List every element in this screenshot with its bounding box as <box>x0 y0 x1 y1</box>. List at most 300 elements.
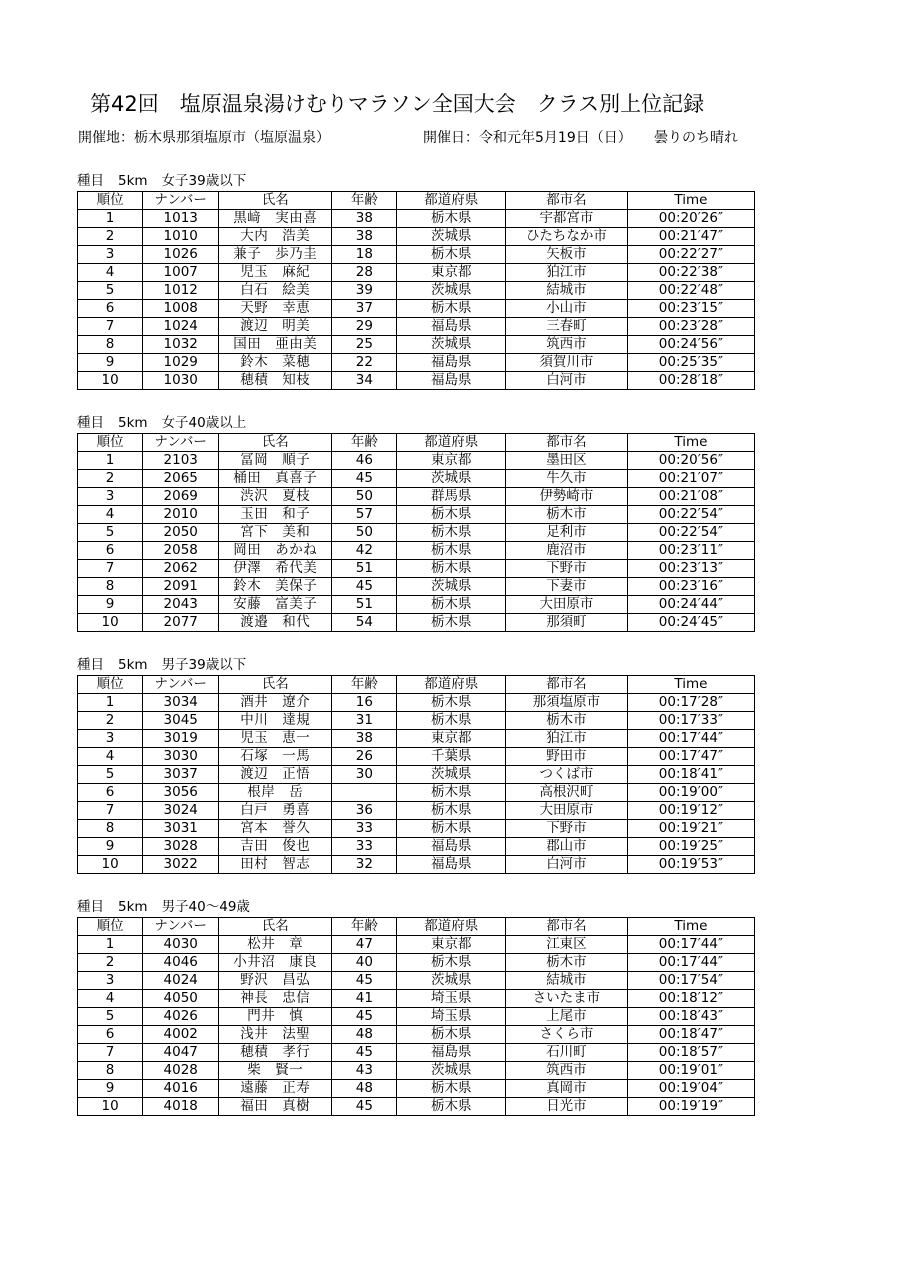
name-cell: 穂積 孝行 <box>219 1044 332 1062</box>
prefecture-cell: 福島県 <box>397 838 506 856</box>
prefecture-cell: 栃木県 <box>397 1098 506 1116</box>
time-cell: 00:17′44″ <box>627 954 754 972</box>
prefecture-cell: 福島県 <box>397 1044 506 1062</box>
prefecture-cell: 埼玉県 <box>397 990 506 1008</box>
name-cell: 福田 真樹 <box>219 1098 332 1116</box>
name-cell: 兼子 歩乃圭 <box>219 246 332 264</box>
time-cell: 00:28′18″ <box>627 372 754 390</box>
city-cell: 宇都宮市 <box>506 210 628 228</box>
prefecture-cell: 栃木県 <box>397 300 506 318</box>
result-section <box>77 413 755 632</box>
rank-cell: 9 <box>78 354 143 372</box>
time-cell: 00:19′12″ <box>627 802 754 820</box>
time-cell: 00:21′07″ <box>627 470 754 488</box>
name-cell: 松井 章 <box>219 936 332 954</box>
col-prefecture-header: 都道府県 <box>397 192 506 210</box>
section-category: 男子39歳以下 <box>161 657 247 673</box>
prefecture-cell: 埼玉県 <box>397 1008 506 1026</box>
section-title <box>77 655 755 675</box>
table-row <box>78 336 755 354</box>
table-header-row <box>78 676 755 694</box>
number-cell: 2077 <box>143 614 219 632</box>
age-cell: 28 <box>332 264 397 282</box>
section-distance: 5km <box>118 899 148 915</box>
prefecture-cell: 東京都 <box>397 264 506 282</box>
age-cell: 45 <box>332 1044 397 1062</box>
age-cell: 51 <box>332 596 397 614</box>
time-cell: 00:23′11″ <box>627 542 754 560</box>
city-cell: 大田原市 <box>506 802 628 820</box>
col-name-header: 氏名 <box>219 434 332 452</box>
prefecture-cell: 東京都 <box>397 452 506 470</box>
time-cell: 00:24′45″ <box>627 614 754 632</box>
prefecture-cell: 栃木県 <box>397 1026 506 1044</box>
name-cell: 国田 亜由美 <box>219 336 332 354</box>
age-cell: 33 <box>332 820 397 838</box>
section-label: 種目 <box>77 415 104 431</box>
time-cell: 00:22′54″ <box>627 506 754 524</box>
number-cell: 3056 <box>143 784 219 802</box>
col-prefecture-header: 都道府県 <box>397 676 506 694</box>
prefecture-cell: 栃木県 <box>397 596 506 614</box>
time-cell: 00:19′25″ <box>627 838 754 856</box>
time-cell: 00:23′15″ <box>627 300 754 318</box>
prefecture-cell: 栃木県 <box>397 210 506 228</box>
table-row <box>78 372 755 390</box>
rank-cell: 10 <box>78 614 143 632</box>
number-cell: 4028 <box>143 1062 219 1080</box>
rank-cell: 1 <box>78 452 143 470</box>
name-cell: 大内 浩美 <box>219 228 332 246</box>
section-title <box>77 171 755 191</box>
table-row <box>78 748 755 766</box>
age-cell: 34 <box>332 372 397 390</box>
city-cell: 郡山市 <box>506 838 628 856</box>
time-cell: 00:20′26″ <box>627 210 754 228</box>
section-distance: 5km <box>118 173 148 189</box>
age-cell: 37 <box>332 300 397 318</box>
time-cell: 00:21′47″ <box>627 228 754 246</box>
table-row <box>78 488 755 506</box>
rank-cell: 7 <box>78 318 143 336</box>
time-cell: 00:19′21″ <box>627 820 754 838</box>
table-row <box>78 264 755 282</box>
table-row <box>78 802 755 820</box>
rank-cell: 2 <box>78 954 143 972</box>
time-cell: 00:19′01″ <box>627 1062 754 1080</box>
col-name-header: 氏名 <box>219 918 332 936</box>
weather-text: 曇りのち晴れ <box>654 130 738 146</box>
prefecture-cell: 栃木県 <box>397 694 506 712</box>
time-cell: 00:23′16″ <box>627 578 754 596</box>
number-cell: 4018 <box>143 1098 219 1116</box>
prefecture-cell: 栃木県 <box>397 954 506 972</box>
col-number-header: ナンバー <box>143 918 219 936</box>
venue-text: 開催地：栃木県那須塩原市（塩原温泉） <box>78 130 330 146</box>
prefecture-cell: 栃木県 <box>397 712 506 730</box>
name-cell: 伊澤 希代美 <box>219 560 332 578</box>
age-cell: 50 <box>332 524 397 542</box>
col-age-header: 年齢 <box>332 676 397 694</box>
prefecture-cell: 茨城県 <box>397 578 506 596</box>
age-cell: 38 <box>332 730 397 748</box>
number-cell: 4002 <box>143 1026 219 1044</box>
rank-cell: 3 <box>78 730 143 748</box>
event-info <box>78 127 878 147</box>
name-cell: 石塚 一馬 <box>219 748 332 766</box>
rank-cell: 5 <box>78 1008 143 1026</box>
number-cell: 1012 <box>143 282 219 300</box>
city-cell: 墨田区 <box>506 452 628 470</box>
prefecture-cell: 栃木県 <box>397 542 506 560</box>
time-cell: 00:25′35″ <box>627 354 754 372</box>
number-cell: 2043 <box>143 596 219 614</box>
city-cell: 鹿沼市 <box>506 542 628 560</box>
section-distance: 5km <box>118 415 148 431</box>
number-cell: 2010 <box>143 506 219 524</box>
name-cell: 岡田 あかね <box>219 542 332 560</box>
age-cell: 30 <box>332 766 397 784</box>
prefecture-cell: 茨城県 <box>397 766 506 784</box>
prefecture-cell: 栃木県 <box>397 784 506 802</box>
prefecture-cell: 福島県 <box>397 856 506 874</box>
city-cell: 足利市 <box>506 524 628 542</box>
number-cell: 4026 <box>143 1008 219 1026</box>
number-cell: 3028 <box>143 838 219 856</box>
city-cell: 江東区 <box>506 936 628 954</box>
number-cell: 4050 <box>143 990 219 1008</box>
age-cell: 57 <box>332 506 397 524</box>
prefecture-cell: 栃木県 <box>397 246 506 264</box>
table-row <box>78 1080 755 1098</box>
number-cell: 3045 <box>143 712 219 730</box>
time-cell: 00:24′44″ <box>627 596 754 614</box>
col-city-header: 都市名 <box>506 192 628 210</box>
prefecture-cell: 茨城県 <box>397 1062 506 1080</box>
city-cell: 狛江市 <box>506 264 628 282</box>
city-cell: 栃木市 <box>506 712 628 730</box>
city-cell: 大田原市 <box>506 596 628 614</box>
prefecture-cell: 栃木県 <box>397 524 506 542</box>
rank-cell: 2 <box>78 470 143 488</box>
time-cell: 00:22′54″ <box>627 524 754 542</box>
section-category: 女子40歳以上 <box>161 415 247 431</box>
number-cell: 2062 <box>143 560 219 578</box>
time-cell: 00:18′12″ <box>627 990 754 1008</box>
section-distance: 5km <box>118 657 148 673</box>
time-cell: 00:19′19″ <box>627 1098 754 1116</box>
age-cell: 46 <box>332 452 397 470</box>
name-cell: 浅井 法聖 <box>219 1026 332 1044</box>
col-rank-header: 順位 <box>78 434 143 452</box>
city-cell: 日光市 <box>506 1098 628 1116</box>
table-row <box>78 712 755 730</box>
time-cell: 00:18′41″ <box>627 766 754 784</box>
prefecture-cell: 福島県 <box>397 354 506 372</box>
city-cell: 筑西市 <box>506 1062 628 1080</box>
number-cell: 1007 <box>143 264 219 282</box>
table-row <box>78 766 755 784</box>
number-cell: 2050 <box>143 524 219 542</box>
number-cell: 2058 <box>143 542 219 560</box>
age-cell: 26 <box>332 748 397 766</box>
city-cell: 栃木市 <box>506 954 628 972</box>
city-cell: 牛久市 <box>506 470 628 488</box>
city-cell: 高根沢町 <box>506 784 628 802</box>
rank-cell: 7 <box>78 802 143 820</box>
table-row <box>78 856 755 874</box>
col-age-header: 年齢 <box>332 434 397 452</box>
city-cell: 白河市 <box>506 856 628 874</box>
rank-cell: 10 <box>78 856 143 874</box>
table-row <box>78 954 755 972</box>
name-cell: 児玉 麻紀 <box>219 264 332 282</box>
name-cell: 中川 達規 <box>219 712 332 730</box>
number-cell: 3019 <box>143 730 219 748</box>
number-cell: 1008 <box>143 300 219 318</box>
table-row <box>78 506 755 524</box>
rank-cell: 3 <box>78 488 143 506</box>
age-cell: 25 <box>332 336 397 354</box>
number-cell: 3022 <box>143 856 219 874</box>
prefecture-cell: 茨城県 <box>397 470 506 488</box>
name-cell: 渡辺 正悟 <box>219 766 332 784</box>
table-row <box>78 560 755 578</box>
prefecture-cell: 群馬県 <box>397 488 506 506</box>
age-cell: 45 <box>332 578 397 596</box>
age-cell: 43 <box>332 1062 397 1080</box>
table-row <box>78 1044 755 1062</box>
name-cell: 神長 忠信 <box>219 990 332 1008</box>
name-cell: 渡邉 和代 <box>219 614 332 632</box>
number-cell: 2103 <box>143 452 219 470</box>
table-row <box>78 1026 755 1044</box>
rank-cell: 5 <box>78 282 143 300</box>
col-city-header: 都市名 <box>506 434 628 452</box>
name-cell: 根岸 岳 <box>219 784 332 802</box>
age-cell: 18 <box>332 246 397 264</box>
section-label: 種目 <box>77 173 104 189</box>
result-section <box>77 655 755 874</box>
city-cell: 三春町 <box>506 318 628 336</box>
table-row <box>78 300 755 318</box>
prefecture-cell: 東京都 <box>397 936 506 954</box>
table-row <box>78 354 755 372</box>
col-city-header: 都市名 <box>506 676 628 694</box>
rank-cell: 7 <box>78 560 143 578</box>
col-name-header: 氏名 <box>219 676 332 694</box>
page-title: 第42回 塩原温泉湯けむりマラソン全国大会 クラス別上位記録 <box>90 92 705 116</box>
table-header-row <box>78 918 755 936</box>
time-cell: 00:18′47″ <box>627 1026 754 1044</box>
rank-cell: 9 <box>78 596 143 614</box>
prefecture-cell: 茨城県 <box>397 228 506 246</box>
rank-cell: 3 <box>78 972 143 990</box>
results-table <box>77 917 755 1116</box>
table-row <box>78 694 755 712</box>
number-cell: 1029 <box>143 354 219 372</box>
rank-cell: 4 <box>78 506 143 524</box>
city-cell: 那須塩原市 <box>506 694 628 712</box>
city-cell: 矢板市 <box>506 246 628 264</box>
age-cell: 45 <box>332 1098 397 1116</box>
rank-cell: 1 <box>78 694 143 712</box>
time-cell: 00:18′43″ <box>627 1008 754 1026</box>
col-number-header: ナンバー <box>143 192 219 210</box>
time-cell: 00:17′28″ <box>627 694 754 712</box>
rank-cell: 6 <box>78 1026 143 1044</box>
col-prefecture-header: 都道府県 <box>397 918 506 936</box>
number-cell: 4024 <box>143 972 219 990</box>
city-cell: 狛江市 <box>506 730 628 748</box>
col-time-header: Time <box>627 676 754 694</box>
col-city-header: 都市名 <box>506 918 628 936</box>
table-row <box>78 784 755 802</box>
prefecture-cell: 茨城県 <box>397 972 506 990</box>
age-cell: 38 <box>332 228 397 246</box>
city-cell: 上尾市 <box>506 1008 628 1026</box>
table-row <box>78 1062 755 1080</box>
age-cell: 47 <box>332 936 397 954</box>
age-cell: 48 <box>332 1026 397 1044</box>
age-cell: 45 <box>332 470 397 488</box>
results-table <box>77 675 755 874</box>
age-cell: 29 <box>332 318 397 336</box>
name-cell: 黒﨑 実由喜 <box>219 210 332 228</box>
rank-cell: 6 <box>78 542 143 560</box>
time-cell: 00:22′48″ <box>627 282 754 300</box>
number-cell: 4047 <box>143 1044 219 1062</box>
prefecture-cell: 茨城県 <box>397 336 506 354</box>
rank-cell: 2 <box>78 228 143 246</box>
name-cell: 穂積 知枝 <box>219 372 332 390</box>
col-rank-header: 順位 <box>78 676 143 694</box>
age-cell: 16 <box>332 694 397 712</box>
city-cell: 栃木市 <box>506 506 628 524</box>
table-row <box>78 1008 755 1026</box>
rank-cell: 8 <box>78 820 143 838</box>
table-row <box>78 838 755 856</box>
number-cell: 4046 <box>143 954 219 972</box>
rank-cell: 5 <box>78 766 143 784</box>
col-number-header: ナンバー <box>143 676 219 694</box>
city-cell: 石川町 <box>506 1044 628 1062</box>
city-cell: 伊勢崎市 <box>506 488 628 506</box>
prefecture-cell: 栃木県 <box>397 614 506 632</box>
prefecture-cell: 茨城県 <box>397 282 506 300</box>
section-category: 女子39歳以下 <box>161 173 247 189</box>
age-cell: 36 <box>332 802 397 820</box>
col-rank-header: 順位 <box>78 192 143 210</box>
time-cell: 00:19′04″ <box>627 1080 754 1098</box>
col-age-header: 年齢 <box>332 918 397 936</box>
city-cell: 結城市 <box>506 282 628 300</box>
name-cell: 安藤 富美子 <box>219 596 332 614</box>
prefecture-cell: 栃木県 <box>397 560 506 578</box>
name-cell: 桶田 真喜子 <box>219 470 332 488</box>
age-cell: 54 <box>332 614 397 632</box>
age-cell: 31 <box>332 712 397 730</box>
age-cell: 40 <box>332 954 397 972</box>
table-header-row <box>78 192 755 210</box>
rank-cell: 6 <box>78 300 143 318</box>
col-rank-header: 順位 <box>78 918 143 936</box>
number-cell: 4030 <box>143 936 219 954</box>
time-cell: 00:19′00″ <box>627 784 754 802</box>
table-row <box>78 614 755 632</box>
age-cell: 39 <box>332 282 397 300</box>
table-row <box>78 542 755 560</box>
age-cell: 41 <box>332 990 397 1008</box>
number-cell: 3034 <box>143 694 219 712</box>
name-cell: 渡辺 明美 <box>219 318 332 336</box>
col-number-header: ナンバー <box>143 434 219 452</box>
table-row <box>78 730 755 748</box>
results-table <box>77 191 755 390</box>
table-row <box>78 452 755 470</box>
time-cell: 00:22′38″ <box>627 264 754 282</box>
name-cell: 野沢 昌弘 <box>219 972 332 990</box>
number-cell: 2065 <box>143 470 219 488</box>
name-cell: 冨岡 順子 <box>219 452 332 470</box>
age-cell: 45 <box>332 972 397 990</box>
time-cell: 00:20′56″ <box>627 452 754 470</box>
name-cell: 酒井 遼介 <box>219 694 332 712</box>
number-cell: 4016 <box>143 1080 219 1098</box>
name-cell: 天野 幸恵 <box>219 300 332 318</box>
number-cell: 3031 <box>143 820 219 838</box>
rank-cell: 10 <box>78 372 143 390</box>
table-row <box>78 1098 755 1116</box>
city-cell: さくら市 <box>506 1026 628 1044</box>
section-title <box>77 897 755 917</box>
rank-cell: 9 <box>78 838 143 856</box>
number-cell: 1030 <box>143 372 219 390</box>
table-row <box>78 820 755 838</box>
time-cell: 00:23′13″ <box>627 560 754 578</box>
time-cell: 00:21′08″ <box>627 488 754 506</box>
prefecture-cell: 東京都 <box>397 730 506 748</box>
rank-cell: 1 <box>78 936 143 954</box>
city-cell: 須賀川市 <box>506 354 628 372</box>
prefecture-cell: 千葉県 <box>397 748 506 766</box>
number-cell: 3024 <box>143 802 219 820</box>
rank-cell: 2 <box>78 712 143 730</box>
name-cell: 吉田 俊也 <box>219 838 332 856</box>
name-cell: 柴 賢一 <box>219 1062 332 1080</box>
table-row <box>78 210 755 228</box>
time-cell: 00:24′56″ <box>627 336 754 354</box>
col-time-header: Time <box>627 192 754 210</box>
city-cell: 筑西市 <box>506 336 628 354</box>
prefecture-cell: 栃木県 <box>397 1080 506 1098</box>
name-cell: 渋沢 夏枝 <box>219 488 332 506</box>
rank-cell: 3 <box>78 246 143 264</box>
city-cell: 結城市 <box>506 972 628 990</box>
table-row <box>78 524 755 542</box>
time-cell: 00:19′53″ <box>627 856 754 874</box>
name-cell: 宮下 美和 <box>219 524 332 542</box>
name-cell: 児玉 恵一 <box>219 730 332 748</box>
rank-cell: 9 <box>78 1080 143 1098</box>
name-cell: 白石 絵美 <box>219 282 332 300</box>
number-cell: 3037 <box>143 766 219 784</box>
city-cell: 下野市 <box>506 560 628 578</box>
time-cell: 00:23′28″ <box>627 318 754 336</box>
table-row <box>78 282 755 300</box>
table-row <box>78 246 755 264</box>
result-section <box>77 171 755 390</box>
